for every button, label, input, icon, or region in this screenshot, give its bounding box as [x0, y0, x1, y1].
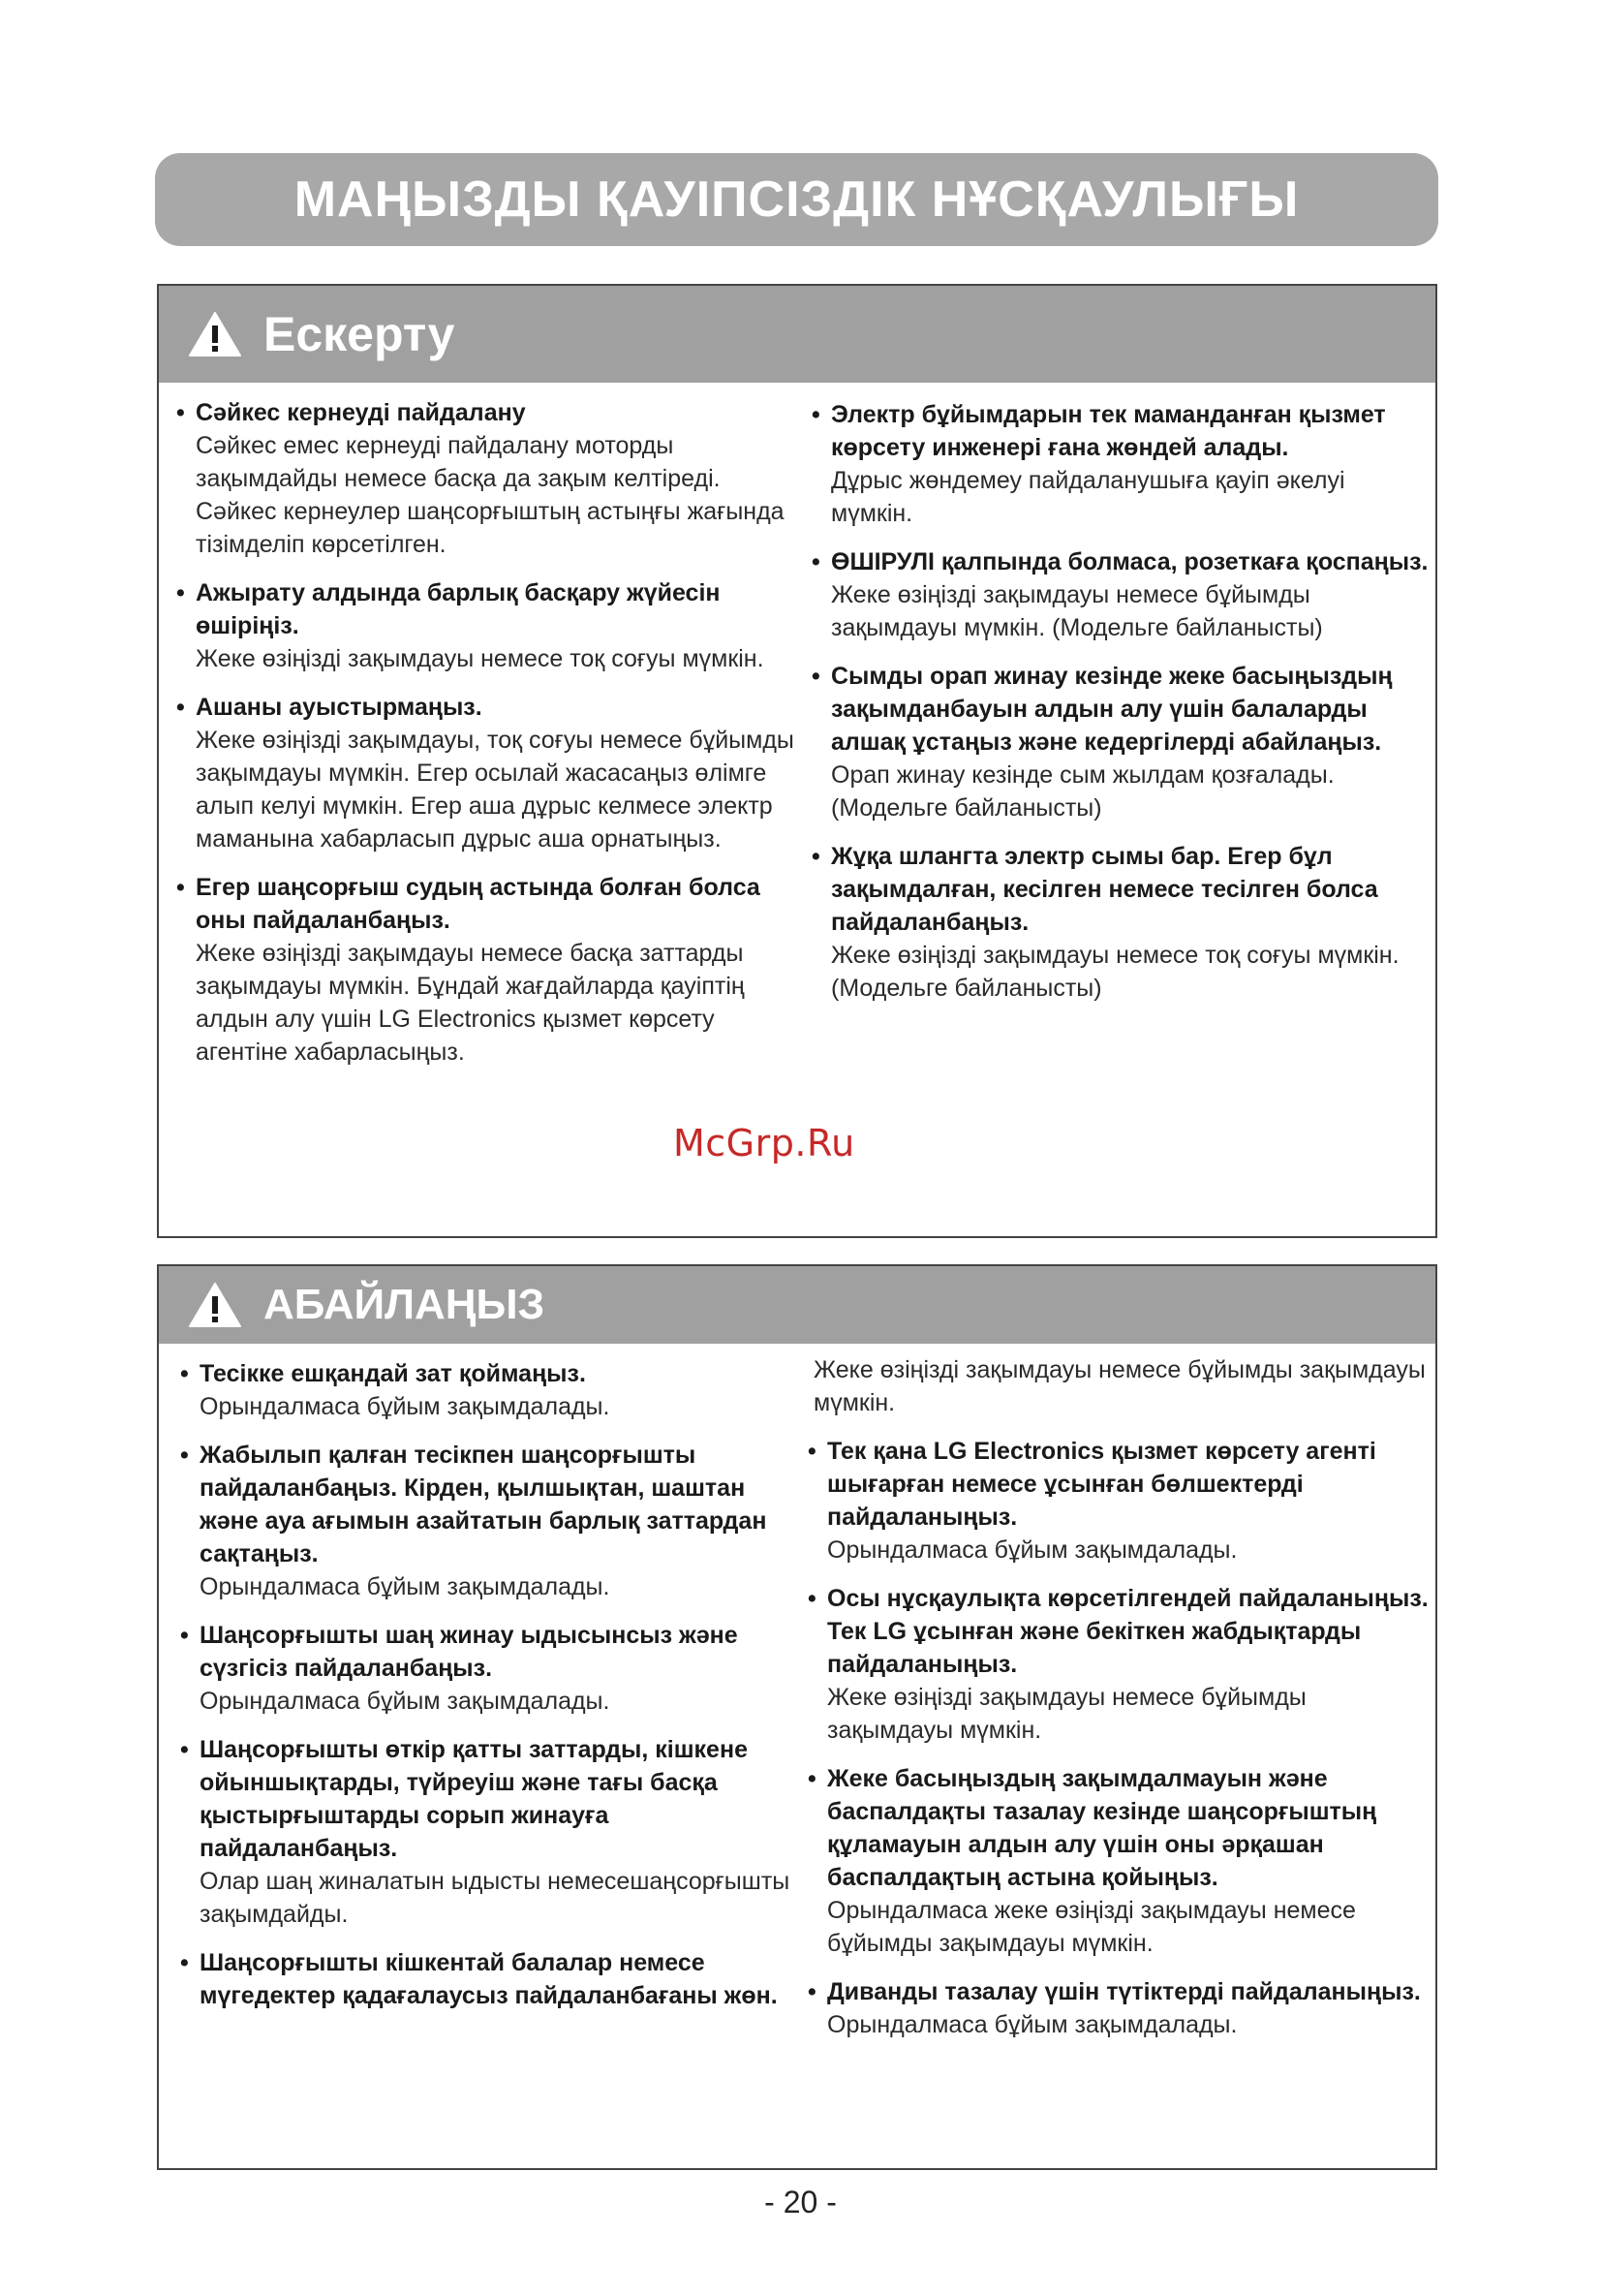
- watermark: McGrp.Ru: [673, 1122, 855, 1164]
- list-item: [806, 1582, 1435, 1747]
- list-item: [174, 576, 794, 675]
- item-heading: • Шаңсорғышты кішкентай балалар немесе мүгедектер қадағалаусыз пайдаланбағаны жөн.: [178, 1946, 798, 2012]
- warning-header: [159, 286, 1435, 383]
- list-item: [178, 1439, 798, 1603]
- item-heading: • Тек қана LG Electronics қызмет көрсету агенті шығарған немесе ұсынған бөлшектерді пайдаланыңыз.: [806, 1435, 1435, 1534]
- item-text: Жеке өзіңізді зақымдауы немесе тоқ соғуы мүмкін.(Модельге байланысты): [831, 942, 1400, 1002]
- item-heading: • Шаңсорғышты шаң жинау ыдысынсыз және сүзгісіз пайдаланбаңыз.: [178, 1619, 798, 1685]
- list-item: [810, 840, 1430, 1005]
- warning-title: Ескерту: [263, 307, 455, 361]
- list-item: [178, 1733, 798, 1931]
- list-item: [178, 1946, 798, 2012]
- item-text: Сәйкес емес кернеуді пайдалану моторды зақымдайды немесе басқа да зақым келтіреді. Сәйкес кернеулер шаңсорғыштың астыңғы жағында тізімделіп көрсетілген.: [196, 432, 785, 558]
- list-item: [810, 660, 1430, 824]
- item-heading: • Жабылып қалған тесікпен шаңсорғышты пайдаланбаңыз. Кірден, қылшықтан, шаштан және ауа ағымын азайтатын барлық заттардан сақтаңыз.: [178, 1439, 798, 1570]
- warning-triangle-icon: [188, 310, 242, 358]
- warning-triangle-icon: [188, 1281, 242, 1329]
- caution-left-column: [178, 1357, 798, 2028]
- item-text: Орап жинау кезінде сым жылдам қозғалады. (Модельге байланысты): [831, 761, 1335, 822]
- title-bar: [155, 153, 1438, 246]
- page-number: - 20 -: [764, 2185, 837, 2219]
- caution-box: [157, 1264, 1437, 2170]
- list-item: [806, 1975, 1435, 2041]
- item-text: Орындалмаса бұйым зақымдалады.: [200, 1688, 610, 1715]
- item-text: Жеке өзіңізді зақымдауы немесе бұйымды зақымдауы мүмкін. (Модельге байланысты): [831, 581, 1323, 641]
- list-item: [806, 1435, 1435, 1567]
- item-text: Орындалмаса бұйым зақымдалады.: [200, 1573, 610, 1600]
- list-item: [178, 1619, 798, 1718]
- item-heading: • ӨШІРУЛІ қалпында болмаса, розеткаға қоспаңыз.: [810, 545, 1430, 578]
- item-heading: • Жеке басыңыздың зақымдалмауын және баспалдақты тазалау кезінде шаңсорғыштың құламауын алдын алу үшін оны әрқашан баспалдақтың астына қойыңыз.: [806, 1762, 1435, 1894]
- list-item-continuation: [806, 1353, 1435, 1419]
- item-text: Жеке өзіңізді зақымдауы, тоқ соғуы немесе бұйымды зақымдауы мүмкін. Егер осылай жасасаңыз өлімге алып келуі мүмкін. Егер аша дұрыс келмесе электр маманына хабарласып дұрыс аша орнатыңыз.: [196, 727, 794, 853]
- list-item: [810, 398, 1430, 530]
- list-item: [174, 396, 794, 561]
- caution-title: АБАЙЛАҢЫЗ: [263, 1281, 545, 1328]
- item-heading: • Егер шаңсорғыш судың астында болған болса оны пайдаланбаңыз.: [174, 871, 794, 937]
- item-text: Жеке өзіңізді зақымдауы немесе тоқ соғуы мүмкін.: [196, 645, 764, 672]
- item-text: Орындалмаса бұйым зақымдалады.: [827, 2011, 1238, 2038]
- list-item: [174, 871, 794, 1069]
- item-text: Орындалмаса бұйым зақымдалады.: [827, 1536, 1238, 1564]
- warning-left-column: [174, 396, 794, 1084]
- list-item: [178, 1357, 798, 1423]
- item-text: Жеке өзіңізді зақымдауы немесе бұйымды зақымдауы мүмкін.: [827, 1684, 1307, 1744]
- warning-box: [157, 284, 1437, 1238]
- item-text: Жеке өзіңізді зақымдауы немесе басқа заттарды зақымдауы мүмкін. Бұндай жағдайларда қауіптің алдын алу үшін LG Electronics қызмет көрсету агентіне хабарласыңыз.: [196, 940, 745, 1066]
- item-heading: • Жұқа шлангта электр сымы бар. Егер бұл зақымдалған, кесілген немесе тесілген болса пайдаланбаңыз.: [810, 840, 1430, 939]
- page-title: МАҢЫЗДЫ ҚАУІПСІЗДІК НҰСҚАУЛЫҒЫ: [293, 171, 1300, 228]
- item-heading: • Осы нұсқаулықта көрсетілгендей пайдаланыңыз. Тек LG ұсынған және бекіткен жабдықтарды пайдаланыңыз.: [806, 1582, 1435, 1681]
- caution-right-column: [806, 1353, 1435, 2057]
- item-text: Жеке өзіңізді зақымдауы немесе бұйымды зақымдауы мүмкін.: [814, 1356, 1426, 1416]
- warning-right-column: [810, 398, 1430, 1020]
- item-heading: • Ашаны ауыстырмаңыз.: [174, 691, 794, 724]
- item-heading: • Шаңсорғышты өткір қатты заттарды, кішкене ойыншықтарды, түйреуіш және тағы басқа қыстырғыштарды сорып жинауға пайдаланбаңыз.: [178, 1733, 798, 1865]
- list-item: [810, 545, 1430, 644]
- item-text: Орындалмаса жеке өзіңізді зақымдауы немесе бұйымды зақымдауы мүмкін.: [827, 1897, 1356, 1957]
- item-heading: • Ажырату алдында барлық басқару жүйесін өшіріңіз.: [174, 576, 794, 642]
- item-heading: • Сәйкес кернеуді пайдалану: [174, 396, 794, 429]
- list-item: [806, 1762, 1435, 1960]
- item-heading: • Тесікке ешқандай зат қоймаңыз.: [178, 1357, 798, 1390]
- item-text: Олар шаң жиналатын ыдысты немесешаңсорғышты зақымдайды.: [200, 1868, 790, 1928]
- item-heading: • Диванды тазалау үшін түтіктерді пайдаланыңыз.: [806, 1975, 1435, 2008]
- item-text: Дұрыс жөндемеу пайдаланушыға қауіп әкелуі мүмкін.: [831, 467, 1345, 527]
- item-heading: • Сымды орап жинау кезінде жеке басыңыздың зақымданбауын алдын алу үшін балаларды алшақ ұстаңыз және кедергілерді абайлаңыз.: [810, 660, 1430, 759]
- item-heading: • Электр бұйымдарын тек маманданған қызмет көрсету инженері ғана жөндей алады.: [810, 398, 1430, 464]
- item-text: Орындалмаса бұйым зақымдалады.: [200, 1393, 610, 1420]
- caution-header: [159, 1266, 1435, 1344]
- list-item: [174, 691, 794, 855]
